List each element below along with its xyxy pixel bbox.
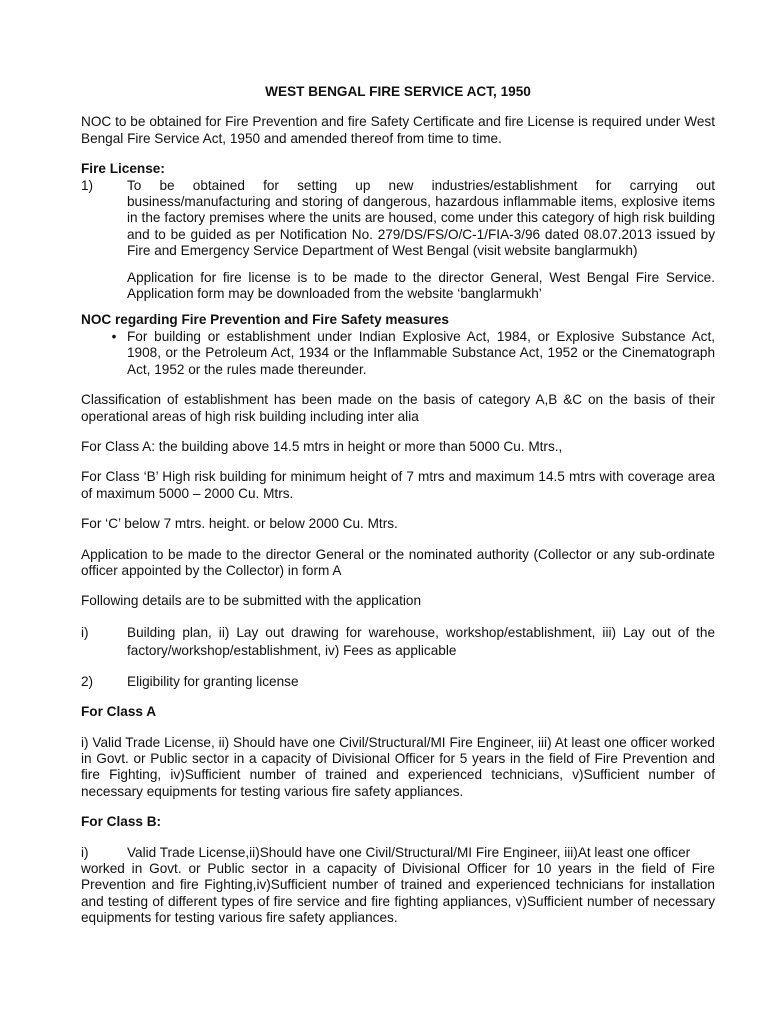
details-item-text: Building plan, ii) Lay out drawing for warehouse, workshop/establishment, iii) Lay out of the factory/workshop/establishment, iv) Fees as applicable	[127, 624, 715, 658]
application-authority-paragraph: Application to be made to the director General or the nominated authority (Collector or any sub-ordinate officer appointed by the Collector) in form A	[81, 546, 715, 578]
class-a-heading: For Class A	[81, 704, 157, 720]
fire-license-heading: Fire License:	[81, 161, 165, 177]
item-number: 1)	[81, 177, 94, 193]
fire-license-item	[81, 178, 715, 303]
fire-license-application-note: Application for fire license is to be made to the director General, West Bengal Fire Service. Application form may be downloaded from the website ‘banglarmukh’	[127, 269, 715, 302]
class-a-definition: For Class A: the building above 14.5 mtrs in height or more than 5000 Cu. Mtrs.,	[81, 438, 563, 454]
eligibility-item	[81, 674, 715, 690]
noc-bullet-text: For building or establishment under Indian Explosive Act, 1984, or Explosive Substance Act, 1908, or the Petroleum Act, 1934 or the Inflammable Substance Act, 1952 or the Cinematograph Act, 1952 or the rules made thereunder.	[127, 328, 715, 377]
fire-license-item-text: To be obtained for setting up new industries/establishment for carrying out business/manufacturing and storing of dangerous, hazardous inflammable items, explosive items in the factory premises where the units are housed, come under this category of high risk building and to be guided as per Notification No. 279/DS/FS/O/C-1/FIA-3/96 dated 08.07.2013 issued by Fire and Emergency Service Department of West Bengal (visit website banglarmukh)	[127, 177, 715, 259]
class-b-first-line	[81, 845, 715, 861]
noc-heading: NOC regarding Fire Prevention and Fire Safety measures	[81, 312, 449, 328]
item-number: i)	[81, 624, 89, 640]
noc-bullet-item	[101, 329, 715, 378]
class-c-definition: For ‘C’ below 7 mtrs. height. or below 2000 Cu. Mtrs.	[81, 516, 398, 532]
item-number: 2)	[81, 673, 94, 689]
class-b-requirements: worked in Govt. or Public sector in a capacity of Divisional Officer for 10 years in the field of Fire Prevention and fire Fighting,iv)Sufficient number of trained and experienced technicians for installation and testing of different types of fire service and fire fighting appliances, v)Sufficient number of necessary equipments for testing various fire safety appliances.	[81, 861, 715, 926]
eligibility-item-text: Eligibility for granting license	[127, 673, 299, 689]
details-item	[81, 624, 715, 660]
class-a-requirements: i) Valid Trade License, ii) Should have one Civil/Structural/MI Fire Engineer, iii) At least one officer worked in Govt. or Public sector in a capacity of Divisional Officer for 5 years in the field of Fire Prevention and fire Fighting, iv)Sufficient number of trained and experienced technicians, v)Sufficient number of necessary equipments for testing various fire safety appliances.	[81, 734, 715, 799]
class-b-first-line-text: Valid Trade License,ii)Should have one Civil/Structural/MI Fire Engineer, iii)At least one officer	[127, 844, 691, 860]
class-b-heading: For Class B:	[81, 814, 162, 830]
document-content	[81, 84, 715, 927]
class-b-definition: For Class ‘B’ High risk building for minimum height of 7 mtrs and maximum 14.5 mtrs with coverage area of maximum 5000 – 2000 Cu. Mtrs.	[81, 469, 715, 501]
classification-paragraph: Classification of establishment has been made on the basis of category A,B &C on the basis of their operational areas of high risk building including inter alia	[81, 392, 715, 424]
intro-paragraph: NOC to be obtained for Fire Prevention and fire Safety Certificate and fire License is required under West Bengal Fire Service Act, 1950 and amended thereof from time to time.	[81, 114, 715, 146]
document-title: WEST BENGAL FIRE SERVICE ACT, 1950	[265, 84, 531, 99]
item-number: i)	[81, 844, 89, 860]
details-intro: Following details are to be submitted with the application	[81, 593, 422, 609]
bullet-icon: •	[111, 328, 117, 344]
